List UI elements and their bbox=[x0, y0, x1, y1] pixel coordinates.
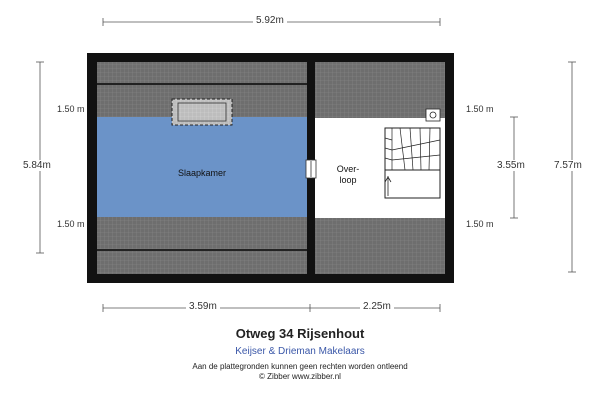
staircase-icon bbox=[385, 128, 440, 198]
room-label-landing-line1: Over- bbox=[336, 164, 360, 174]
door-icon bbox=[306, 160, 316, 178]
dim-bottom-right: 2.25m bbox=[360, 301, 394, 312]
dim-right-total: 7.57m bbox=[551, 160, 585, 171]
dim-top-total: 5.92m bbox=[253, 15, 287, 26]
roof-slope-bottom-right bbox=[315, 218, 445, 274]
dim-right-stairs: 3.55m bbox=[494, 160, 528, 171]
disclaimer: Aan de plattegronden kunnen geen rechten worden ontleend bbox=[192, 362, 408, 371]
dim-left-lower: 1.50 m bbox=[57, 219, 85, 229]
boiler-icon bbox=[426, 109, 440, 121]
copyright: © Zibber www.zibber.nl bbox=[259, 372, 341, 381]
roof-slope-top-right bbox=[315, 62, 445, 118]
plan-title: Otweg 34 Rijsenhout bbox=[235, 326, 365, 341]
kneewall-bottom-left bbox=[97, 249, 307, 251]
agency-name: Keijser & Drieman Makelaars bbox=[235, 346, 365, 357]
dim-right-lower: 1.50 m bbox=[466, 219, 494, 229]
kneewall-top-left bbox=[97, 83, 307, 85]
dim-right-upper: 1.50 m bbox=[466, 104, 494, 114]
dim-bottom-left: 3.59m bbox=[186, 301, 220, 312]
room-label-landing-line2: loop bbox=[339, 175, 357, 185]
roof-slope-bottom-left bbox=[97, 217, 307, 274]
bedroom-floor bbox=[97, 117, 307, 217]
dim-left-upper: 1.50 m bbox=[57, 104, 85, 114]
dim-left-total: 5.84m bbox=[20, 160, 54, 171]
room-label-bedroom: Slaapkamer bbox=[177, 168, 227, 178]
